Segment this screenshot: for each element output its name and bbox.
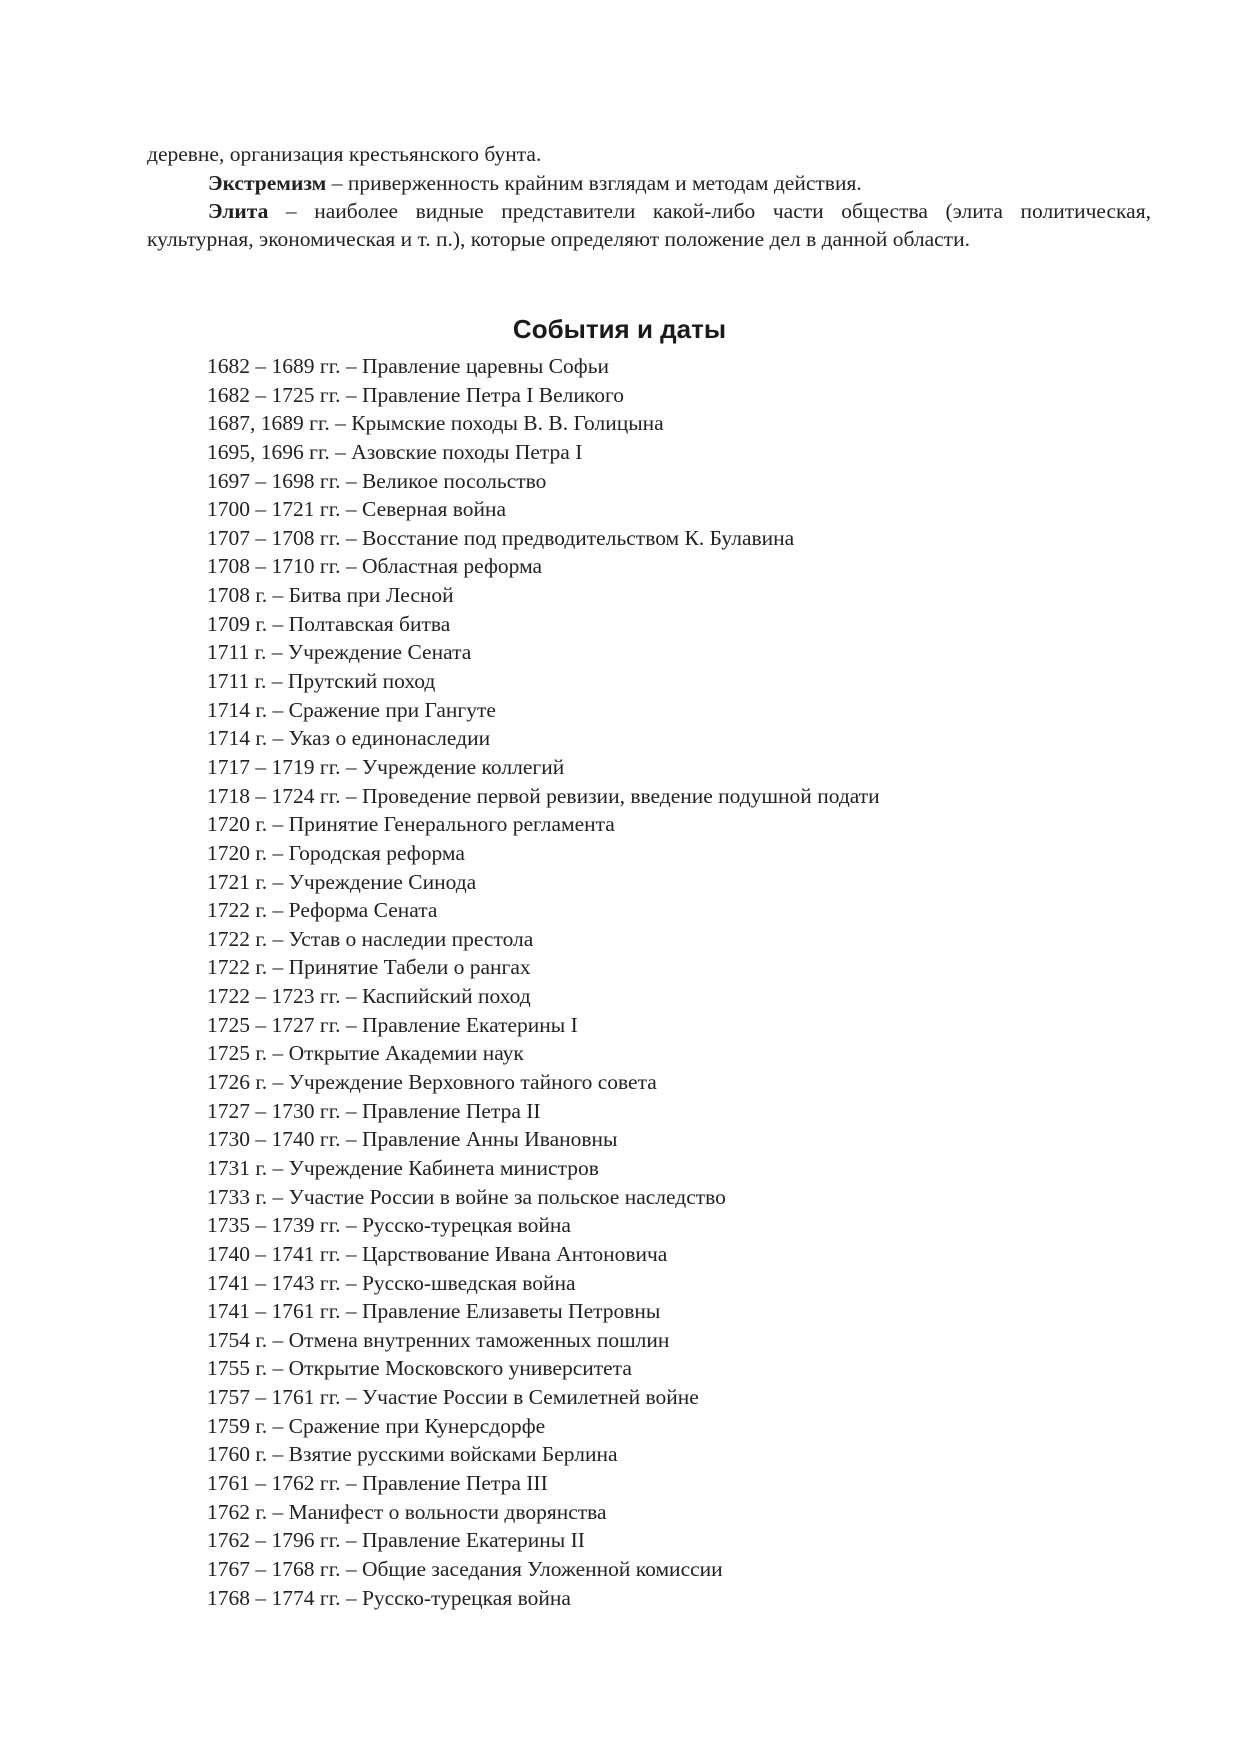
event-item: 1697 – 1698 гг. – Великое посольство [207, 468, 547, 493]
event-item: 1717 – 1719 гг. – Учреждение коллегий [207, 754, 565, 779]
definition-extremism [147, 169, 1151, 198]
event-item: 1708 г. – Битва при Лесной [207, 583, 454, 608]
event-item: 1727 – 1730 гг. – Правление Петра II [207, 1098, 541, 1123]
term-label: Элита [208, 198, 269, 223]
event-item: 1707 – 1708 гг. – Восстание под предводительством К. Булавина [207, 525, 795, 550]
event-item: 1695, 1696 гг. – Азовские походы Петра I [207, 439, 583, 464]
event-item: 1759 г. – Сражение при Кунерсдорфе [207, 1413, 546, 1438]
event-item: 1767 – 1768 гг. – Общие заседания Уложенной комиссии [207, 1556, 723, 1581]
term-label: Экстремизм [208, 170, 327, 195]
event-item: 1726 г. – Учреждение Верховного тайного совета [207, 1070, 657, 1095]
event-item: 1714 г. – Указ о единонаследии [207, 726, 491, 751]
event-item: 1714 г. – Сражение при Гангуте [207, 697, 496, 722]
event-item: 1722 г. – Устав о наследии престола [207, 926, 534, 951]
event-item: 1722 г. – Принятие Табели о рангах [207, 955, 531, 980]
event-item: 1735 – 1739 гг. – Русско-турецкая война [207, 1213, 571, 1238]
term-definition: – наиболее видные представители какой-либо части общества (элита политическая, культурная, экономическая и т. п.), которые определяют положение дел в данной области. [147, 198, 1151, 251]
event-item: 1709 г. – Полтавская битва [207, 611, 451, 636]
event-item: 1722 – 1723 гг. – Каспийский поход [207, 984, 531, 1009]
event-item: 1721 г. – Учреждение Синода [207, 869, 477, 894]
event-item: 1718 – 1724 гг. – Проведение первой ревизии, введение подушной подати [207, 783, 880, 808]
event-item: 1682 – 1725 гг. – Правление Петра I Великого [207, 382, 625, 407]
event-item: 1741 – 1743 гг. – Русско-шведская война [207, 1270, 576, 1295]
event-item: 1757 – 1761 гг. – Участие России в Семилетней войне [207, 1385, 699, 1410]
event-item: 1740 – 1741 гг. – Царствование Ивана Антоновича [207, 1241, 668, 1266]
event-item: 1711 г. – Учреждение Сената [207, 640, 472, 665]
event-item: 1768 – 1774 гг. – Русско-турецкая война [207, 1585, 571, 1610]
definition-elite [147, 197, 1151, 254]
events-list [207, 352, 1147, 1612]
event-item: 1754 г. – Отмена внутренних таможенных пошлин [207, 1327, 670, 1352]
event-item: 1725 г. – Открытие Академии наук [207, 1041, 524, 1066]
event-item: 1687, 1689 гг. – Крымские походы В. В. Голицына [207, 411, 664, 436]
event-item: 1762 – 1796 гг. – Правление Екатерины II [207, 1528, 585, 1553]
event-item: 1711 г. – Прутский поход [207, 669, 436, 694]
event-item: 1720 г. – Принятие Генерального регламента [207, 812, 615, 837]
event-item: 1731 г. – Учреждение Кабинета министров [207, 1155, 599, 1180]
event-item: 1700 – 1721 гг. – Северная война [207, 497, 507, 522]
event-item: 1708 – 1710 гг. – Областная реформа [207, 554, 543, 579]
event-item: 1722 г. – Реформа Сената [207, 898, 438, 923]
event-item: 1720 г. – Городская реформа [207, 840, 465, 865]
term-definition: – приверженность крайним взглядам и методам действия. [326, 170, 862, 195]
event-item: 1761 – 1762 гг. – Правление Петра III [207, 1470, 548, 1495]
event-item: 1725 – 1727 гг. – Правление Екатерины I [207, 1012, 578, 1037]
event-item: 1755 г. – Открытие Московского университета [207, 1356, 632, 1381]
event-item: 1682 – 1689 гг. – Правление царевны Софьи [207, 354, 610, 378]
event-item: 1733 г. – Участие России в войне за польское наследство [207, 1184, 726, 1209]
event-item: 1730 – 1740 гг. – Правление Анны Ивановны [207, 1127, 618, 1152]
continuation-paragraph: деревне, организация крестьянского бунта. [147, 141, 542, 166]
event-item: 1762 г. – Манифест о вольности дворянства [207, 1499, 607, 1524]
event-item: 1760 г. – Взятие русскими войсками Берлина [207, 1442, 618, 1467]
event-item: 1741 – 1761 гг. – Правление Елизаветы Петровны [207, 1299, 661, 1324]
section-title: События и даты [512, 313, 727, 344]
